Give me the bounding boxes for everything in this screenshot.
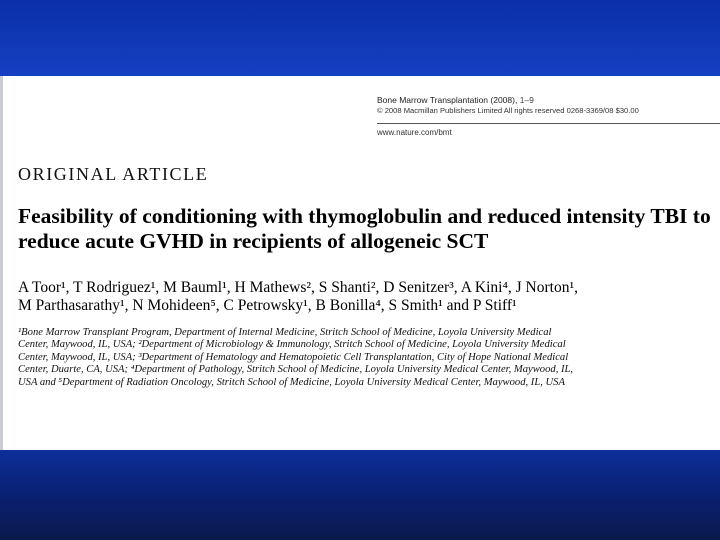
title-line: reduce acute GVHD in recipients of allogeneic SCT [18, 229, 489, 253]
bottom-blue-band [0, 450, 720, 540]
article-title [18, 204, 718, 254]
header-rule [377, 123, 720, 124]
journal-header [377, 95, 639, 116]
title-line: Feasibility of conditioning with thymoglobulin and reduced intensity TBI to [18, 204, 711, 228]
article-type-label: ORIGINAL ARTICLE [18, 164, 209, 184]
affiliation-line: USA and ⁵Department of Radiation Oncology, Stritch School of Medicine, Loyola University Medical Center, Maywood, IL, USA [18, 376, 565, 388]
author-line: M Parthasarathy¹, N Mohideen⁵, C Petrowsky¹, B Bonilla⁴, S Smith¹ and P Stiff¹ [18, 297, 517, 314]
author-list [18, 279, 718, 315]
journal-citation: Bone Marrow Transplantation (2008), [377, 95, 518, 105]
article-page-image [0, 76, 720, 450]
affiliations [18, 327, 720, 389]
journal-copyright: © 2008 Macmillan Publishers Limited All rights reserved 0268-3369/08 $30.00 [377, 106, 639, 115]
affiliation-line: Center, Maywood, IL, USA; ³Department of Hematology and Hematopoietic Cell Transplantation, City of Hope National Medical [18, 351, 569, 363]
author-line: A Toor¹, T Rodriguez¹, M Bauml¹, H Mathews², S Shanti², D Senitzer³, A Kini⁴, J Norton¹, [18, 279, 578, 296]
top-blue-band [0, 0, 720, 76]
journal-url: www.nature.com/bmt [377, 128, 452, 137]
journal-citation-line [377, 95, 639, 106]
affiliation-line: Center, Maywood, IL, USA; ²Department of Microbiology & Immunology, Stritch School of Medicine, Loyola University Medical [18, 339, 566, 351]
journal-pages: 1–9 [519, 95, 534, 105]
affiliation-line: Center, Duarte, CA, USA; ⁴Department of Pathology, Stritch School of Medicine, Loyola University Medical Center, Maywood, IL, [18, 364, 574, 376]
affiliation-line: ¹Bone Marrow Transplant Program, Department of Internal Medicine, Stritch School of Medicine, Loyola University Medical [18, 327, 552, 338]
